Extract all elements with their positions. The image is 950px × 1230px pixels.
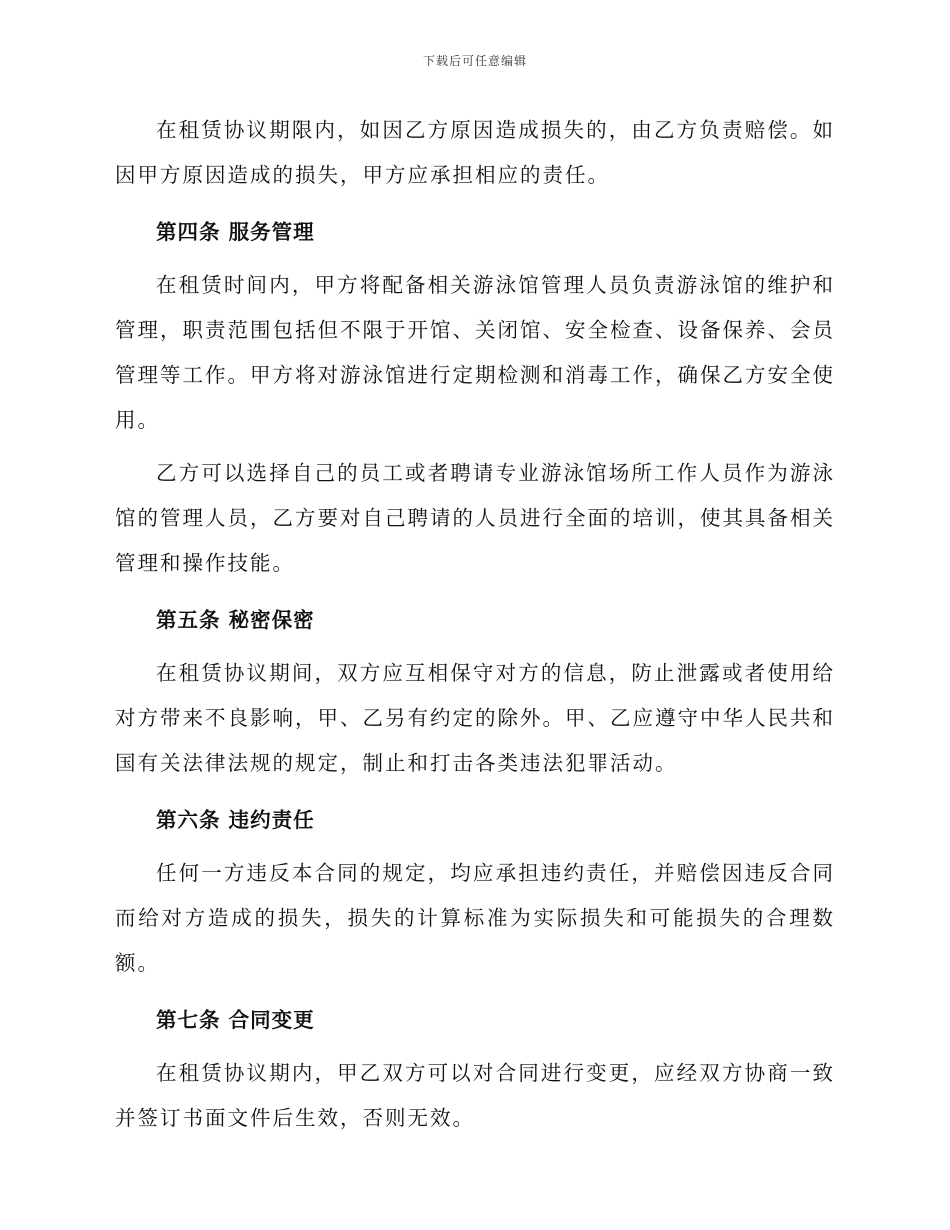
heading-article-5: 第五条 秘密保密 — [156, 608, 315, 632]
paragraph-service-management-2: 乙方可以选择自己的员工或者聘请专业游泳馆场所工作人员作为游泳馆的管理人员，乙方要对自己聘请的人员进行全面的培训，使其具备相关管理和操作技能。 — [115, 461, 835, 575]
paragraph-service-management-1: 在租赁时间内，甲方将配备相关游泳馆管理人员负责游泳馆的维护和管理，职责范围包括但不限于开馆、关闭馆、安全检查、设备保养、会员管理等工作。甲方将对游泳馆进行定期检测和消毒工作，确保乙方安全使用。 — [115, 273, 835, 432]
paragraph-breach-liability: 任何一方违反本合同的规定，均应承担违约责任，并赔偿因违反合同而给对方造成的损失，损失的计算标准为实际损失和可能损失的合理数额。 — [115, 861, 835, 975]
document-body — [115, 108, 835, 1141]
heading-article-4: 第四条 服务管理 — [156, 220, 315, 244]
paragraph-liability: 在租赁协议期限内，如因乙方原因造成损失的，由乙方负责赔偿。如因甲方原因造成的损失，甲方应承担相应的责任。 — [115, 118, 835, 187]
heading-article-7: 第七条 合同变更 — [156, 1008, 315, 1032]
page-header: 下载后可任意编辑 — [422, 54, 527, 68]
paragraph-confidentiality: 在租赁协议期间，双方应互相保守对方的信息，防止泄露或者使用给对方带来不良影响，甲、乙另有约定的除外。甲、乙应遵守中华人民共和国有关法律法规的规定，制止和打击各类违法犯罪活动。 — [115, 661, 835, 775]
paragraph-contract-change: 在租赁协议期内，甲乙双方可以对合同进行变更，应经双方协商一致并签订书面文件后生效，否则无效。 — [115, 1061, 835, 1130]
heading-article-6: 第六条 违约责任 — [156, 808, 315, 832]
